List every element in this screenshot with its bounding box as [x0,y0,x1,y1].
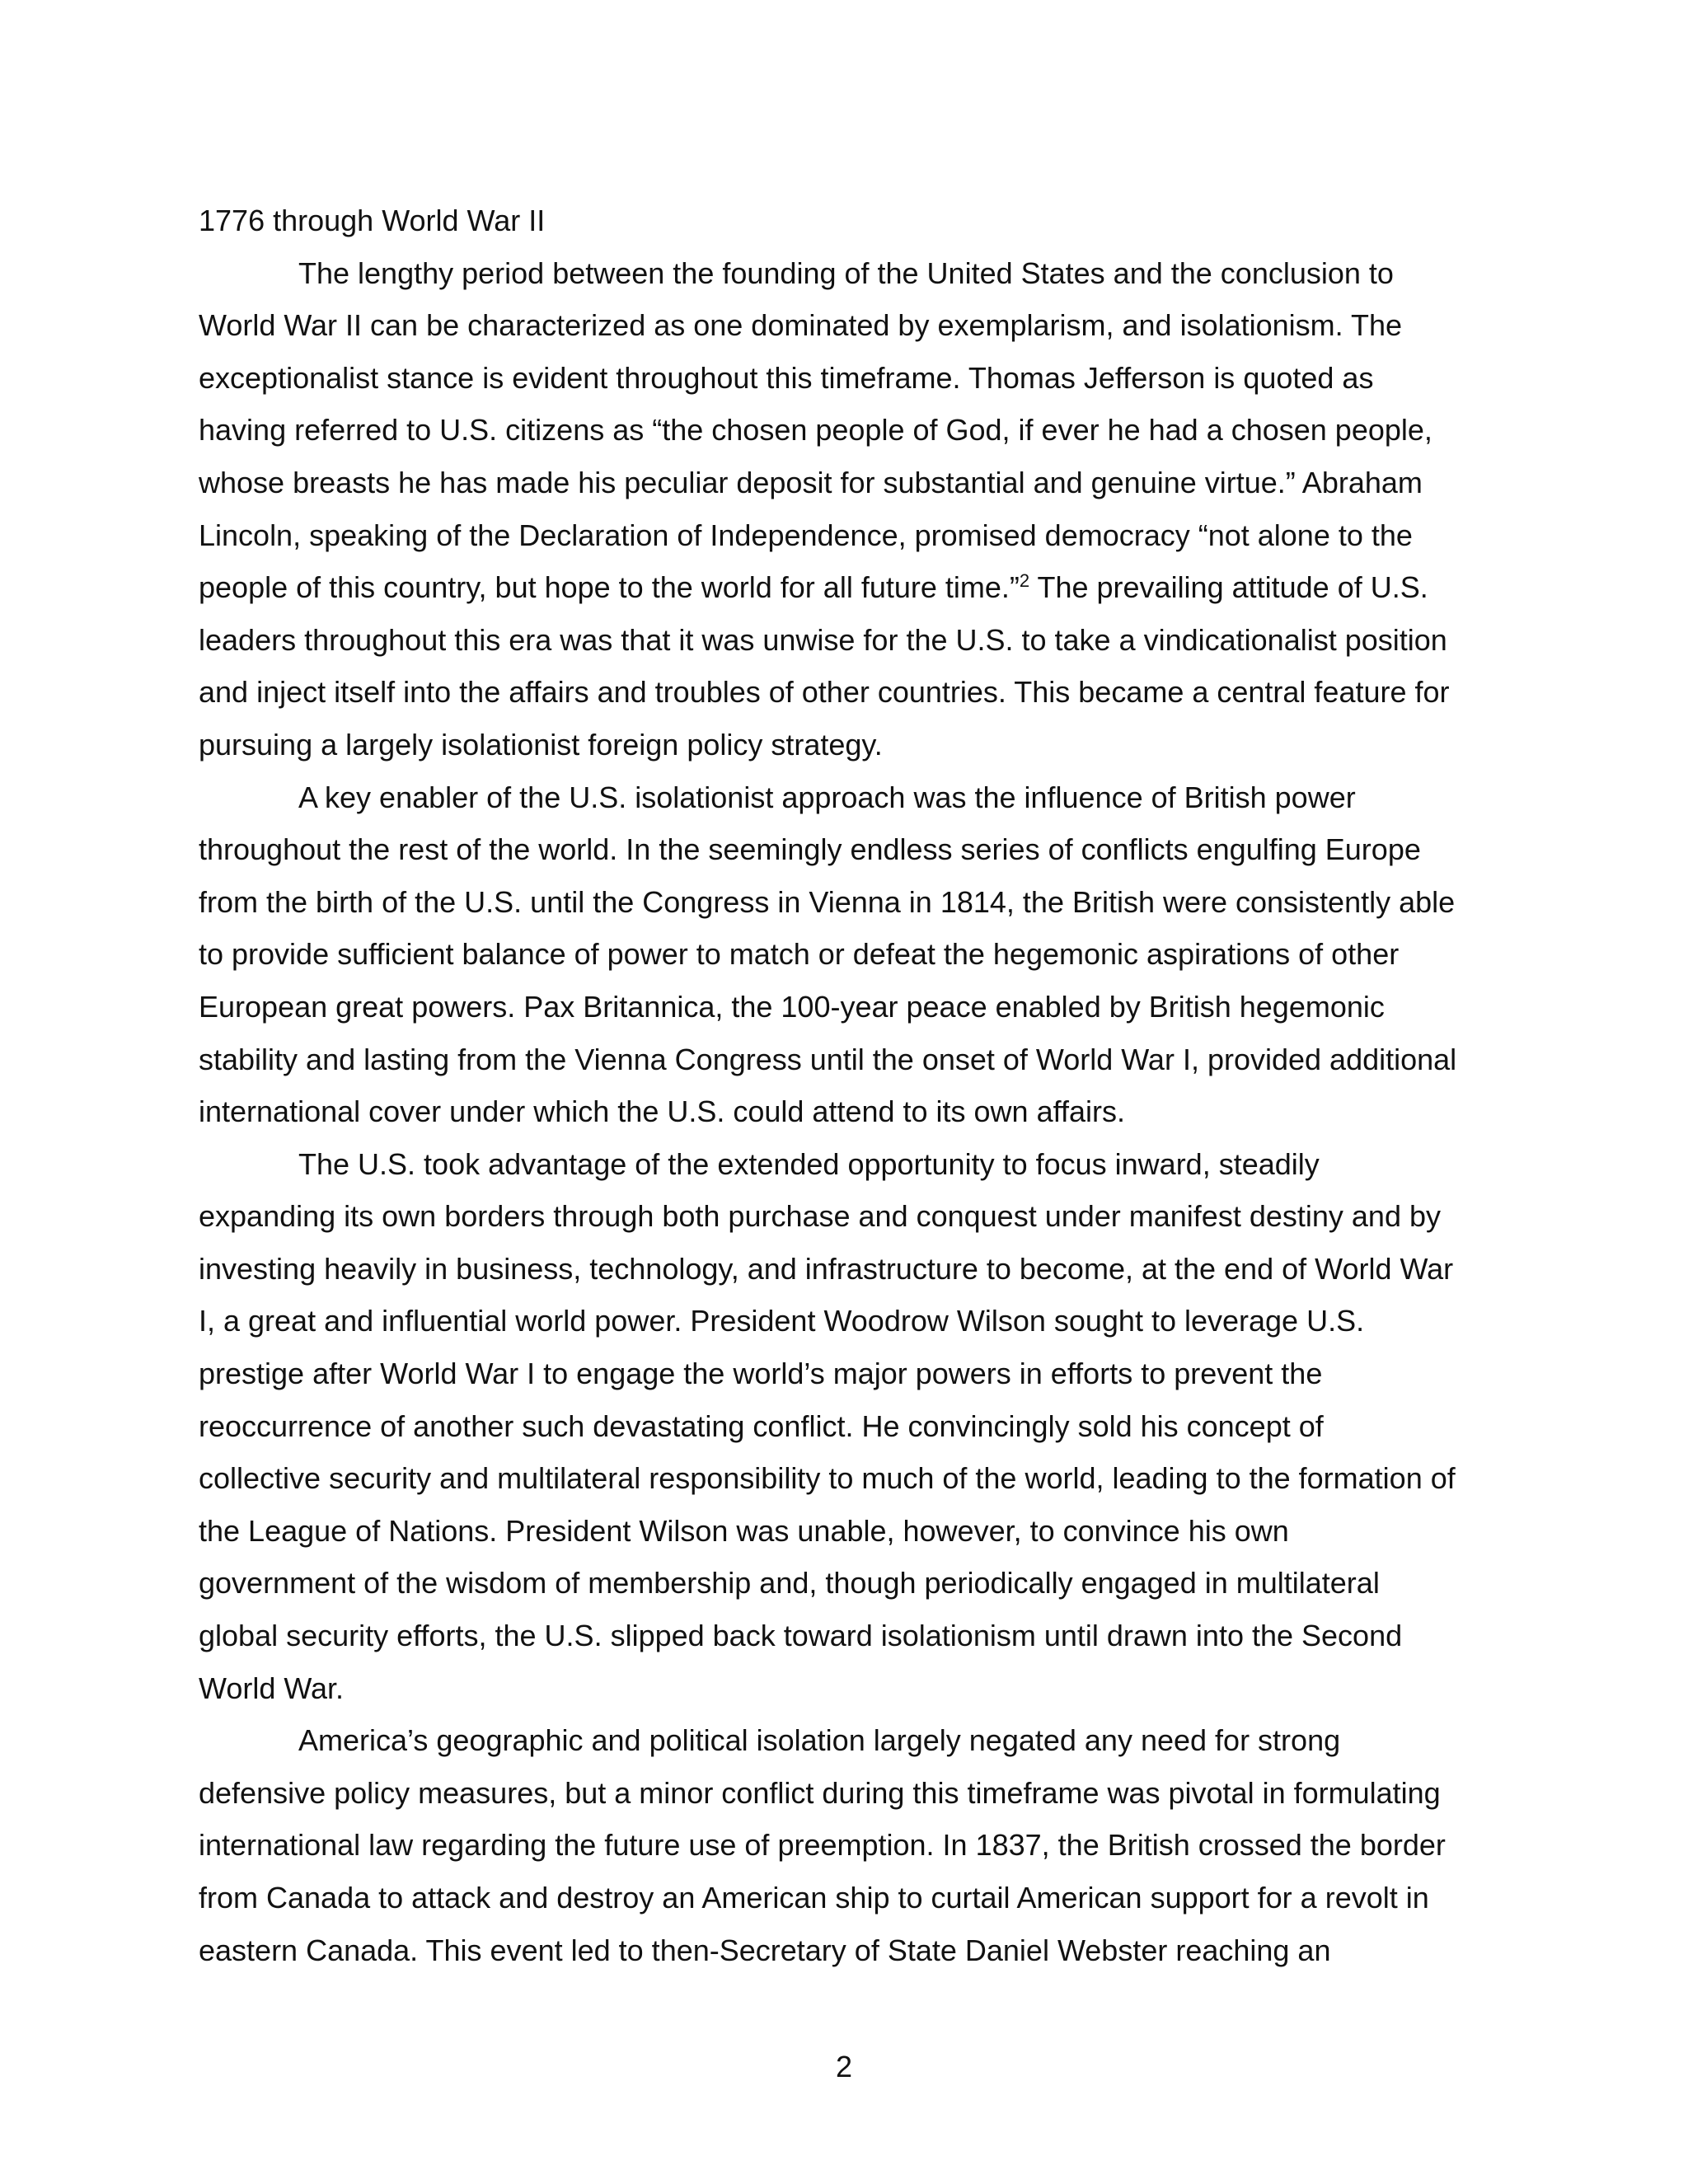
paragraph-4 [199,1714,1501,1976]
paragraph-line: reoccurrence of another such devastating conflict. He convincingly sold his concept of [199,1408,1324,1443]
paragraph-line: stability and lasting from the Vienna Congress until the onset of World War I, provided additional [199,1042,1457,1076]
paragraph-line: The lengthy period between the founding of the United States and the conclusion to [298,255,1394,290]
paragraph-line: whose breasts he has made his peculiar deposit for substantial and genuine virtue.” Abraham [199,465,1423,499]
paragraph-line: World War II can be characterized as one dominated by exemplarism, and isolationism. The [199,308,1403,343]
paragraph-line: World War. [199,1671,345,1705]
paragraph-line: global security efforts, the U.S. slipped back toward isolationism until drawn into the Second [199,1619,1403,1653]
paragraph-line: to provide sufficient balance of power to match or defeat the hegemonic aspirations of other [199,937,1400,972]
paragraph-line: exceptionalist stance is evident throughout this timeframe. Thomas Jefferson is quoted as [199,360,1374,395]
paragraph-line: prestige after World War I to engage the world’s major powers in efforts to prevent the [199,1357,1323,1391]
paragraph-line: collective security and multilateral responsibility to much of the world, leading to the formation of [199,1461,1456,1496]
paragraph-line: defensive policy measures, but a minor conflict during this timeframe was pivotal in formulating [199,1775,1441,1810]
paragraph-line: people of this country, but hope to the world for all future time.”$^2$ The prevailing attitude of U.S. [199,570,1428,605]
paragraph-line: throughout the rest of the world. In the seemingly endless series of conflicts engulfing Europe [199,832,1421,867]
paragraph-line: the League of Nations. President Wilson was unable, however, to convince his own [199,1513,1289,1548]
paragraph-line: from the birth of the U.S. until the Congress in Vienna in 1814, the British were consistently able [199,884,1456,919]
paragraph-line: The U.S. took advantage of the extended opportunity to focus inward, steadily [298,1146,1320,1181]
paragraph-1 [199,247,1501,771]
paragraph-line: international cover under which the U.S. could attend to its own affairs. [199,1094,1125,1129]
paragraph-line: I, a great and influential world power. President Woodrow Wilson sought to leverage U.S. [199,1304,1365,1338]
paragraph-line: A key enabler of the U.S. isolationist approach was the influence of British power [298,780,1356,814]
paragraph-line: leaders throughout this era was that it was unwise for the U.S. to take a vindicationalist position [199,622,1447,657]
paragraph-line: eastern Canada. This event led to then-Secretary of State Daniel Webster reaching an [199,1933,1331,1967]
footnote-reference[interactable]: 2 [1019,570,1030,592]
paragraph-line: pursuing a largely isolationist foreign policy strategy. [199,727,883,762]
paragraph-line: expanding its own borders through both purchase and conquest under manifest destiny and by [199,1199,1441,1234]
paragraph-2 [199,771,1501,1138]
page-number: 2 [835,2050,853,2083]
paragraph-line: Lincoln, speaking of the Declaration of Independence, promised democracy “not alone to the [199,518,1413,552]
paragraph-line: investing heavily in business, technology, and infrastructure to become, at the end of World War [199,1251,1454,1286]
paragraph-line: international law regarding the future use of preemption. In 1837, the British crossed the border [199,1828,1446,1863]
paragraph-3 [199,1138,1501,1715]
paragraph-line: having referred to U.S. citizens as “the chosen people of God, if ever he had a chosen people, [199,413,1432,448]
document-body [199,194,1501,1976]
paragraph-line: government of the wisdom of membership and, though periodically engaged in multilateral [199,1566,1380,1601]
paragraph-line: from Canada to attack and destroy an American ship to curtail American support for a revolt in [199,1881,1429,1915]
paragraph-line: European great powers. Pax Britannica, the 100-year peace enabled by British hegemonic [199,989,1385,1024]
paragraph-line: and inject itself into the affairs and troubles of other countries. This became a central feature for [199,675,1450,710]
section-heading: 1776 through World War II [199,204,546,237]
paragraph-line: America’s geographic and political isolation largely negated any need for strong [298,1723,1341,1758]
